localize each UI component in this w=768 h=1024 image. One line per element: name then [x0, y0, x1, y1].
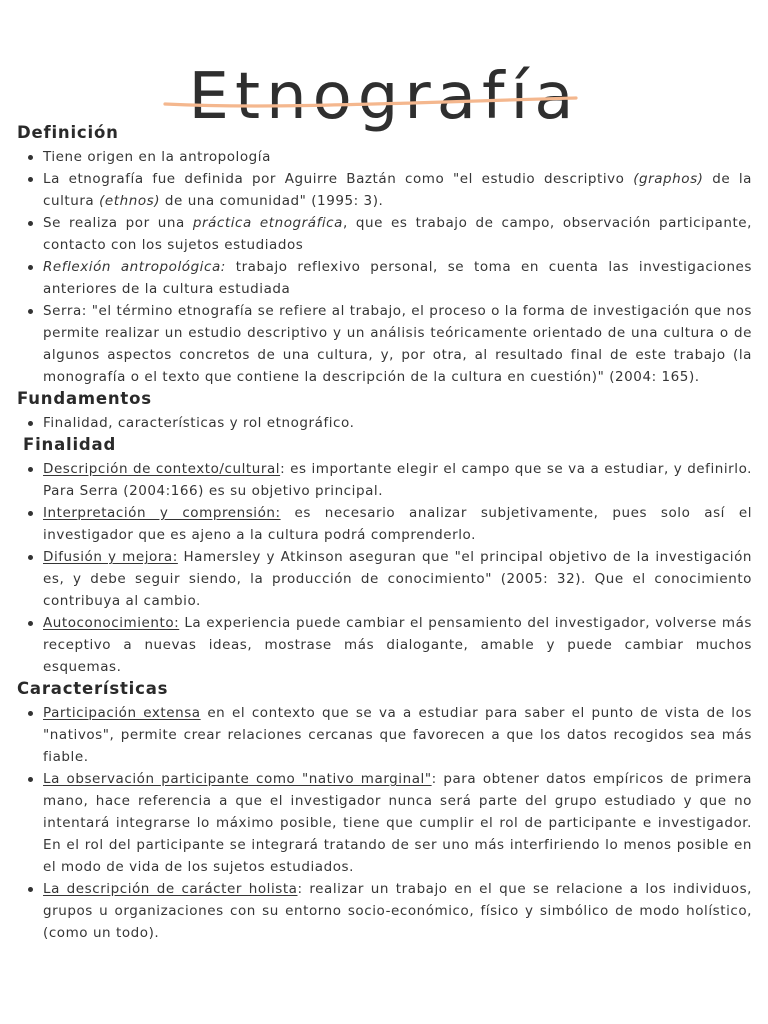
list-item: Serra: "el término etnografía se refiere al trabajo, el proceso o la forma de investigación que nos permite realizar un estudio descriptivo y un análisis teóricamente orientado de una cultura o de algunos aspectos concretos de una cultura, y, por otra, al resultado final de este trabajo (la monografía o el texto que contiene la descripción de la cultura en cuestión)" (2004: 165).: [17, 300, 752, 388]
section-heading-caracteristicas: Características: [17, 679, 169, 698]
section-heading-definicion: Definición: [17, 123, 119, 142]
finalidad-list: [17, 458, 752, 678]
underlined-term: La descripción de carácter holista: [43, 881, 298, 897]
list-item: Interpretación y comprensión: es necesario analizar subjetivamente, pues solo así el investigador que es ajeno a la cultura podrá comprenderlo.: [17, 502, 752, 546]
list-item: Reflexión antropológica: trabajo reflexivo personal, se toma en cuenta las investigaciones anteriores de la cultura estudiada: [17, 256, 752, 300]
list-item: La etnografía fue definida por Aguirre Baztán como "el estudio descriptivo (graphos) de la cultura (ethnos) de una comunidad" (1995: 3).: [17, 168, 752, 212]
section-heading-finalidad: Finalidad: [23, 435, 117, 454]
list-item: Descripción de contexto/cultural: es importante elegir el campo que se va a estudiar, y definirlo. Para Serra (2004:166) es su objetivo principal.: [17, 458, 752, 502]
underlined-term: Participación extensa: [43, 705, 201, 721]
underlined-term: Interpretación y comprensión:: [43, 505, 281, 521]
list-item: Tiene origen en la antropología: [17, 146, 752, 168]
list-item: Finalidad, características y rol etnográfico.: [17, 412, 752, 434]
caracteristicas-list: [17, 702, 752, 944]
list-item: La observación participante como "nativo marginal": para obtener datos empíricos de primera mano, hace referencia a que el investigador nunca será parte del grupo estudiado y que no intentará integrarse lo máximo posible, tiene que cumplir el rol de participante e investigador. En el rol del participante se integrará tratando de ser uno más interfiriendo lo menos posible en el modo de vida de los sujetos estudiados.: [17, 768, 752, 878]
list-item: Participación extensa en el contexto que se va a estudiar para saber el punto de vista de los "nativos", permite crear relaciones cercanas que favorecen a que los datos recogidos sea más fiable.: [17, 702, 752, 768]
section-heading-fundamentos: Fundamentos: [17, 389, 152, 408]
title-underline-stroke: [162, 94, 582, 110]
list-item: Difusión y mejora: Hamersley y Atkinson aseguran que "el principal objetivo de la investigación es, y debe seguir siendo, la producción de conocimiento" (2005: 32). Que el conocimiento contribuya al cambio.: [17, 546, 752, 612]
document-body: [17, 122, 752, 944]
underlined-term: Difusión y mejora:: [43, 549, 178, 565]
underlined-term: La observación participante como "nativo marginal": [43, 771, 432, 787]
page-title: Etnografía: [188, 59, 580, 134]
list-item: Se realiza por una práctica etnográfica, que es trabajo de campo, observación participante, contacto con los sujetos estudiados: [17, 212, 752, 256]
underlined-term: Descripción de contexto/cultural: [43, 461, 281, 477]
list-item: Autoconocimiento: La experiencia puede cambiar el pensamiento del investigador, volverse más receptivo a nuevas ideas, mostrase más dialogante, amable y puede cambiar muchos esquemas.: [17, 612, 752, 678]
underlined-term: Autoconocimiento:: [43, 615, 180, 631]
definicion-list: [17, 146, 752, 388]
list-item: La descripción de carácter holista: realizar un trabajo en el que se relacione a los individuos, grupos u organizaciones con su entorno socio-económico, físico y simbólico de modo holístico, (como un todo).: [17, 878, 752, 944]
fundamentos-list: [17, 412, 752, 434]
